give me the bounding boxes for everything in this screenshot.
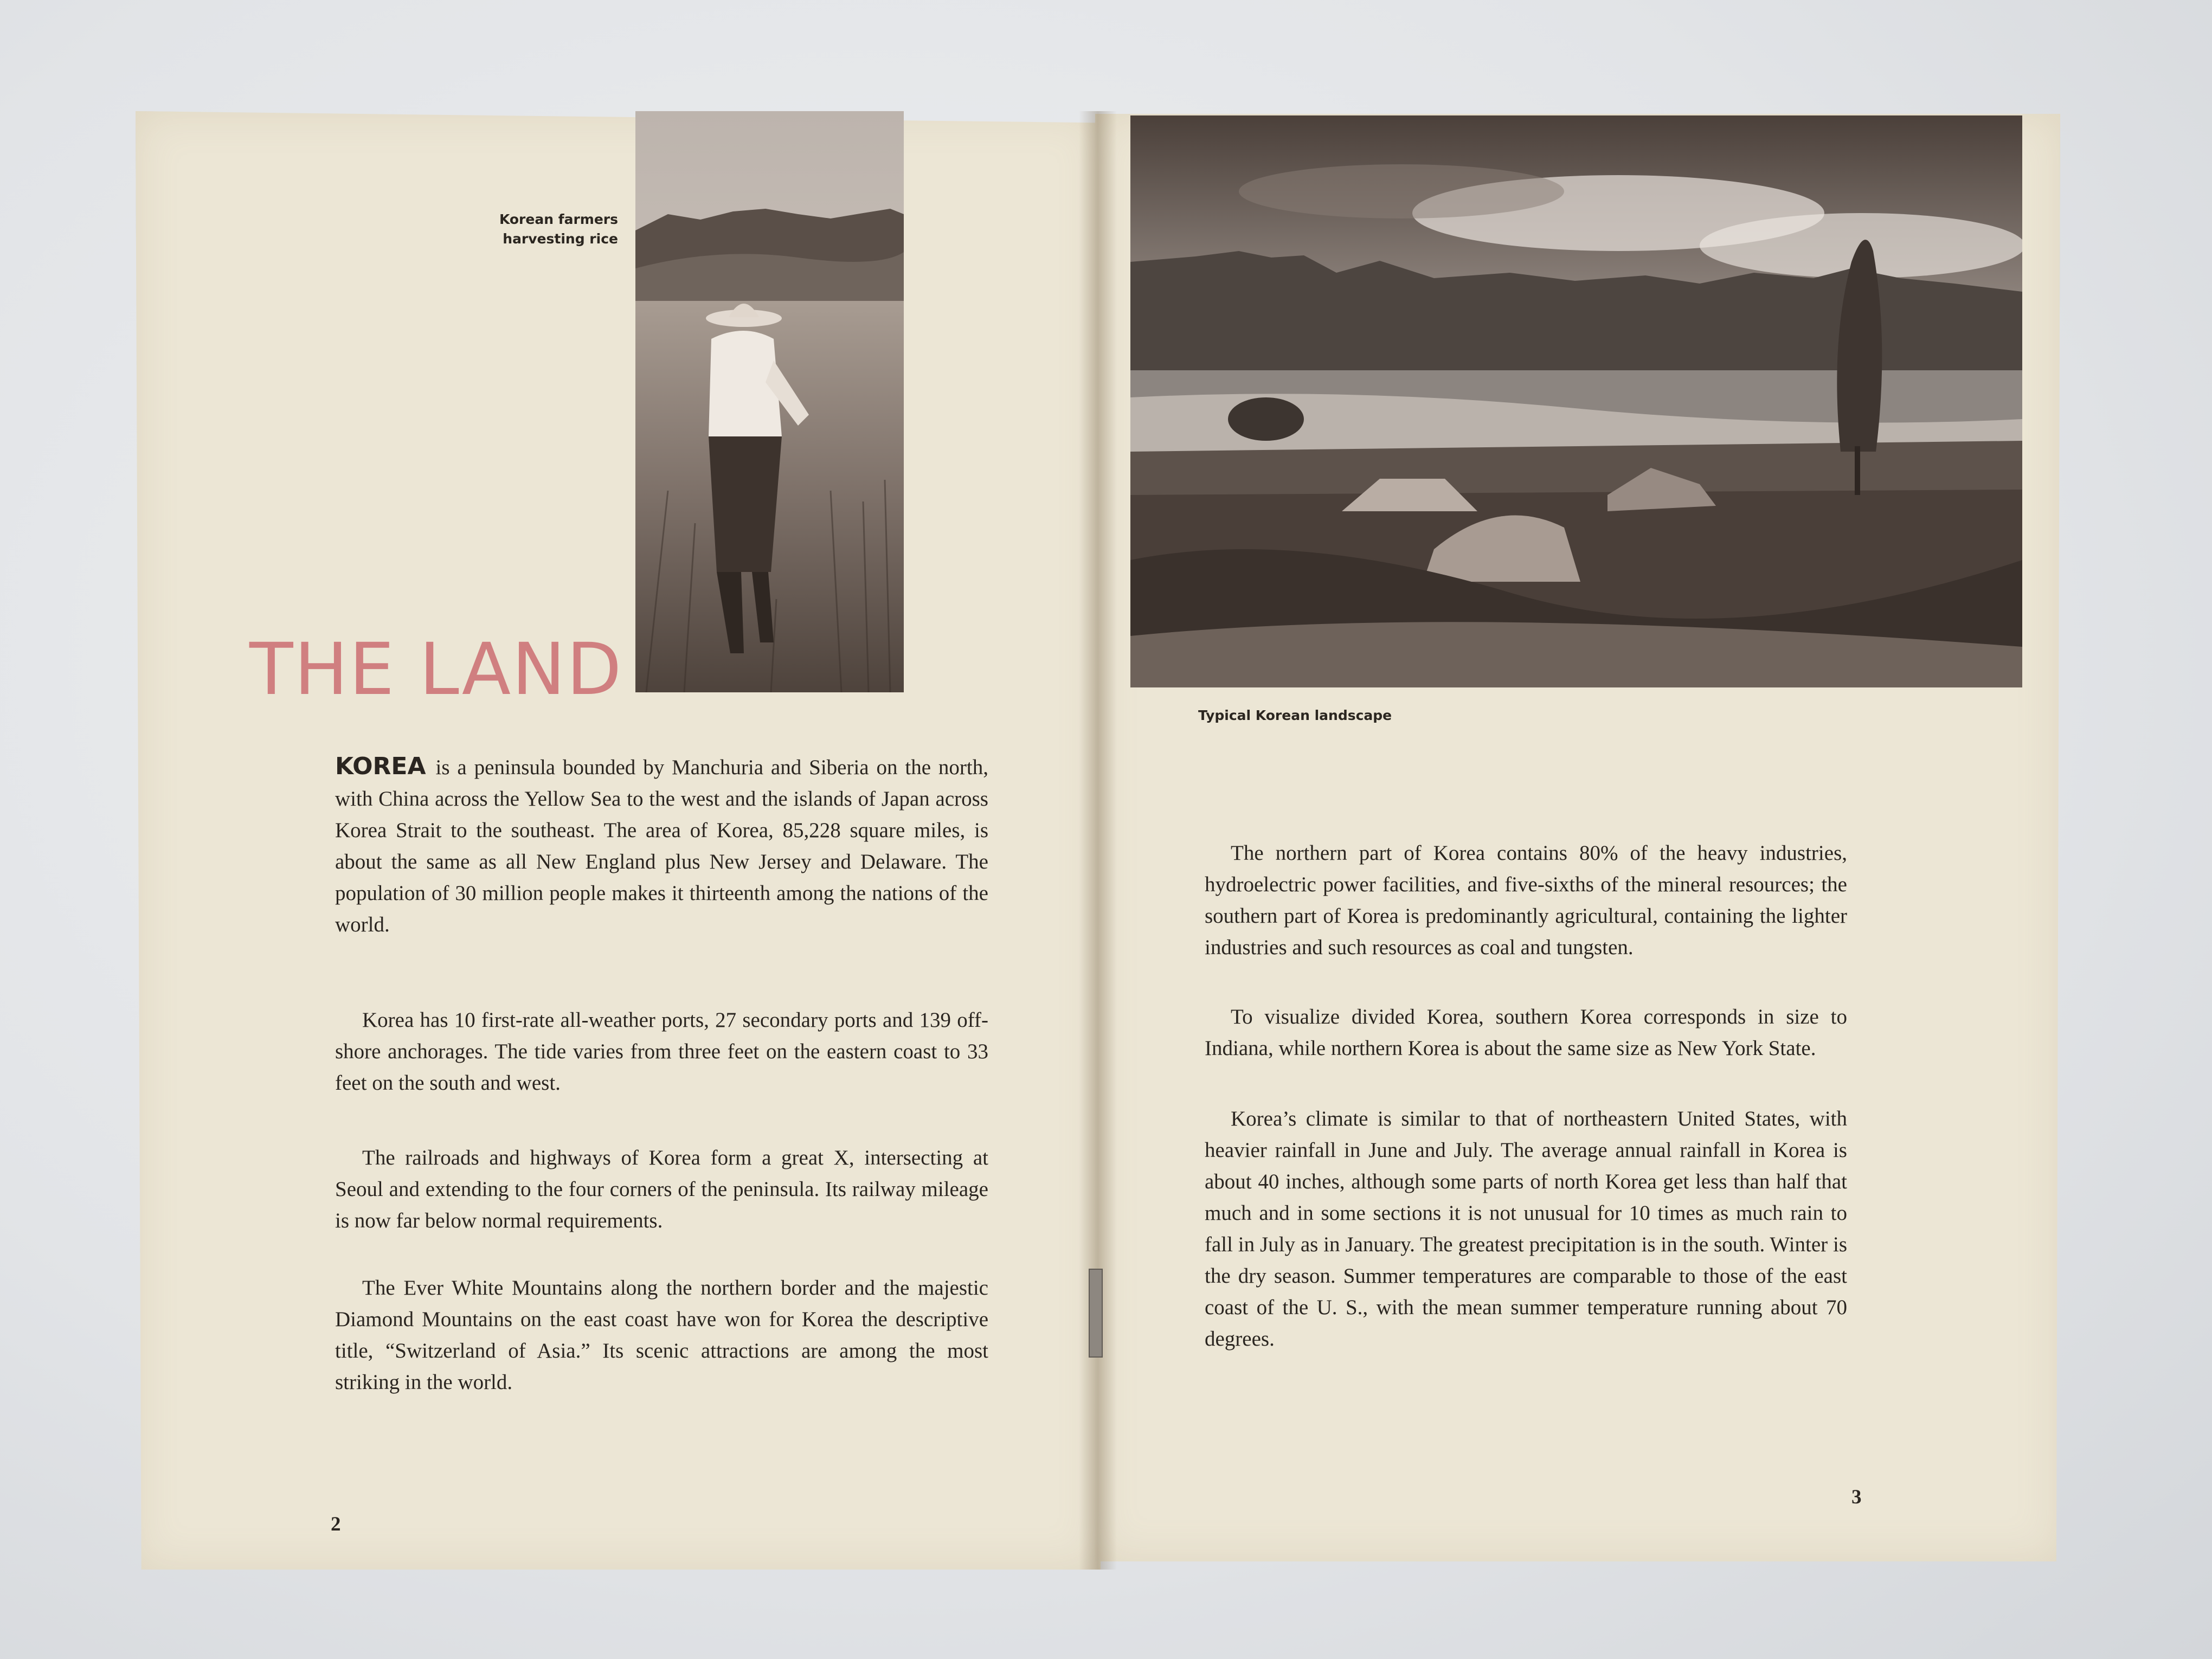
landscape-illustration xyxy=(1130,115,2022,687)
visualize-paragraph: To visualize divided Korea, southern Korea corresponds in size to Indiana, while northern Korea is about the same size as New York State. xyxy=(1205,1005,1847,1060)
landscape-photo xyxy=(1130,115,2022,687)
section-title: THE LAND xyxy=(249,628,623,711)
right-page-number: 3 xyxy=(1851,1486,1862,1508)
mountains-paragraph: The Ever White Mountains along the northern border and the majestic Diamond Mountains on the east coast have won for Korea the descriptive title, “Switzerland of Asia.” Its scenic attractions are among the most striking in the world. xyxy=(335,1276,988,1394)
staple xyxy=(1089,1269,1103,1358)
rice-harvest-photo xyxy=(635,111,904,692)
intro-paragraph xyxy=(335,751,988,941)
left-page-number: 2 xyxy=(331,1513,341,1535)
landscape-photo-caption: Typical Korean landscape xyxy=(1198,708,1392,723)
railroads-paragraph: The railroads and highways of Korea form a great X, intersecting at Seoul and extending to the four corners of the peninsula. Its railway mileage is now far below normal requirements. xyxy=(335,1146,988,1232)
rice-harvest-illustration xyxy=(635,111,904,692)
intro-lead-word: KOREA xyxy=(335,753,426,780)
rice-photo-caption: Korean farmers harvesting rice xyxy=(499,211,618,247)
intro-text: is a peninsula bounded by Manchuria and Siberia on the north, with China across the Yellow Sea to the west and the islands of Japan across Korea Strait to the southeast. The area of Korea, 85,228 square miles, is about the same as all New England plus New Jersey and Delaware. The population of 30 million people makes it thirteenth among the nations of the world. xyxy=(335,756,988,936)
ports-paragraph: Korea has 10 first-rate all-weather ports, 27 secondary ports and 139 off-shore anchorages. The tide varies from three feet on the eastern coast to 33 feet on the south and west. xyxy=(335,1008,988,1095)
climate-paragraph: Korea’s climate is similar to that of northeastern United States, with heavier rainfall in June and July. The average annual rainfall in Korea is about 40 inches, although some parts of north Korea get less than half that much and in some sections it is not unusual for 10 times as much rain to fall in July as in January. The greatest precipitation is in the south. Winter is the dry season. Summer temperatures are comparable to those of the east coast of the U. S., with the mean summer temperature running about 70 degrees. xyxy=(1205,1107,1847,1351)
industry-paragraph: The northern part of Korea contains 80% of the heavy industries, hydroelectric power facilities, and five-sixths of the mineral resources; the southern part of Korea is predominantly agricultural, containing the lighter industries and such resources as coal and tungsten. xyxy=(1205,841,1847,959)
